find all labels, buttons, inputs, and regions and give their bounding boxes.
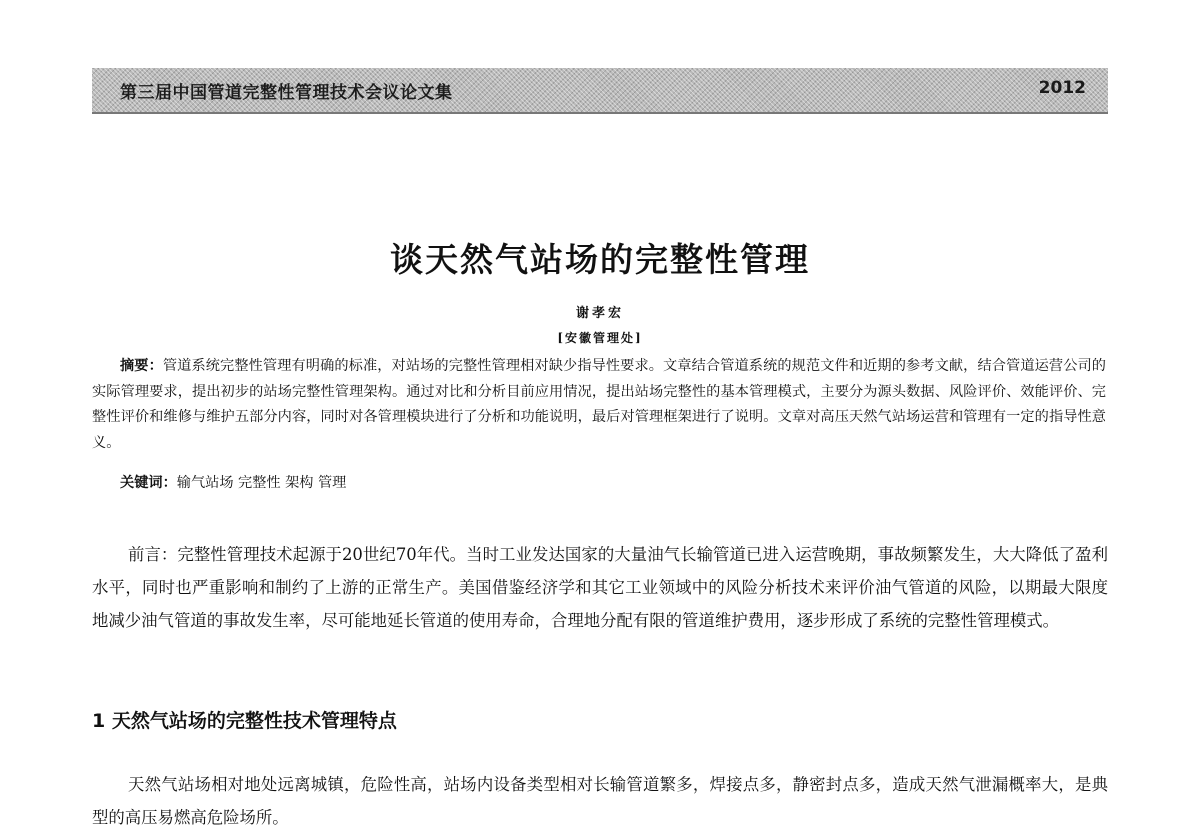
abstract-label: 摘要：: [120, 358, 163, 374]
section-1-heading: 1 天然气站场的完整性技术管理特点: [92, 710, 397, 732]
keywords-line: [120, 472, 346, 492]
preface-paragraph: [92, 538, 1108, 637]
preface-text: 完整性管理技术起源于20世纪70年代。当时工业发达国家的大量油气长输管道已进入运营晚期，事故频繁发生，大大降低了盈利水平，同时也严重影响和制约了上游的正常生产。美国借鉴经济学和其它工业领域中的风险分析技术来评价油气管道的风险，以期最大限度地减少油气管道的事故发生率，尽可能地延长管道的使用寿命，合理地分配有限的管道维护费用，逐步形成了系统的完整性管理模式。: [92, 545, 1109, 630]
abstract-text: 管道系统完整性管理有明确的标准，对站场的完整性管理相对缺少指导性要求。文章结合管道系统的规范文件和近期的参考文献，结合管道运营公司的实际管理要求，提出初步的站场完整性管理架构。通过对比和分析目前应用情况，提出站场完整性的基本管理模式，主要分为源头数据、风险评价、效能评价、完整性评价和维修与维护五部分内容，同时对各管理模块进行了分析和功能说明，最后对管理框架进行了说明。文章对高压天然气站场运营和管理有一定的指导性意义。: [92, 358, 1106, 451]
author-affiliation: [安徽管理处]: [557, 331, 643, 345]
abstract-paragraph: [92, 354, 1106, 456]
conference-title: 第三届中国管道完整性管理技术会议论文集: [120, 83, 453, 103]
keywords-label: 关键词：: [120, 475, 177, 491]
conference-year: 2012: [1038, 78, 1086, 98]
author-name: 谢孝宏: [575, 306, 624, 321]
preface-label: 前言：: [128, 545, 178, 564]
section-1-paragraph: 天然气站场相对地处远离城镇，危险性高，站场内设备类型相对长输管道繁多，焊接点多，静密封点多，造成天然气泄漏概率大，是典型的高压易燃高危险场所。: [92, 775, 1108, 827]
keywords-text: 输气站场 完整性 架构 管理: [176, 475, 347, 491]
conference-header-band: [92, 68, 1108, 114]
paper-title: 谈天然气站场的完整性管理: [390, 240, 810, 279]
